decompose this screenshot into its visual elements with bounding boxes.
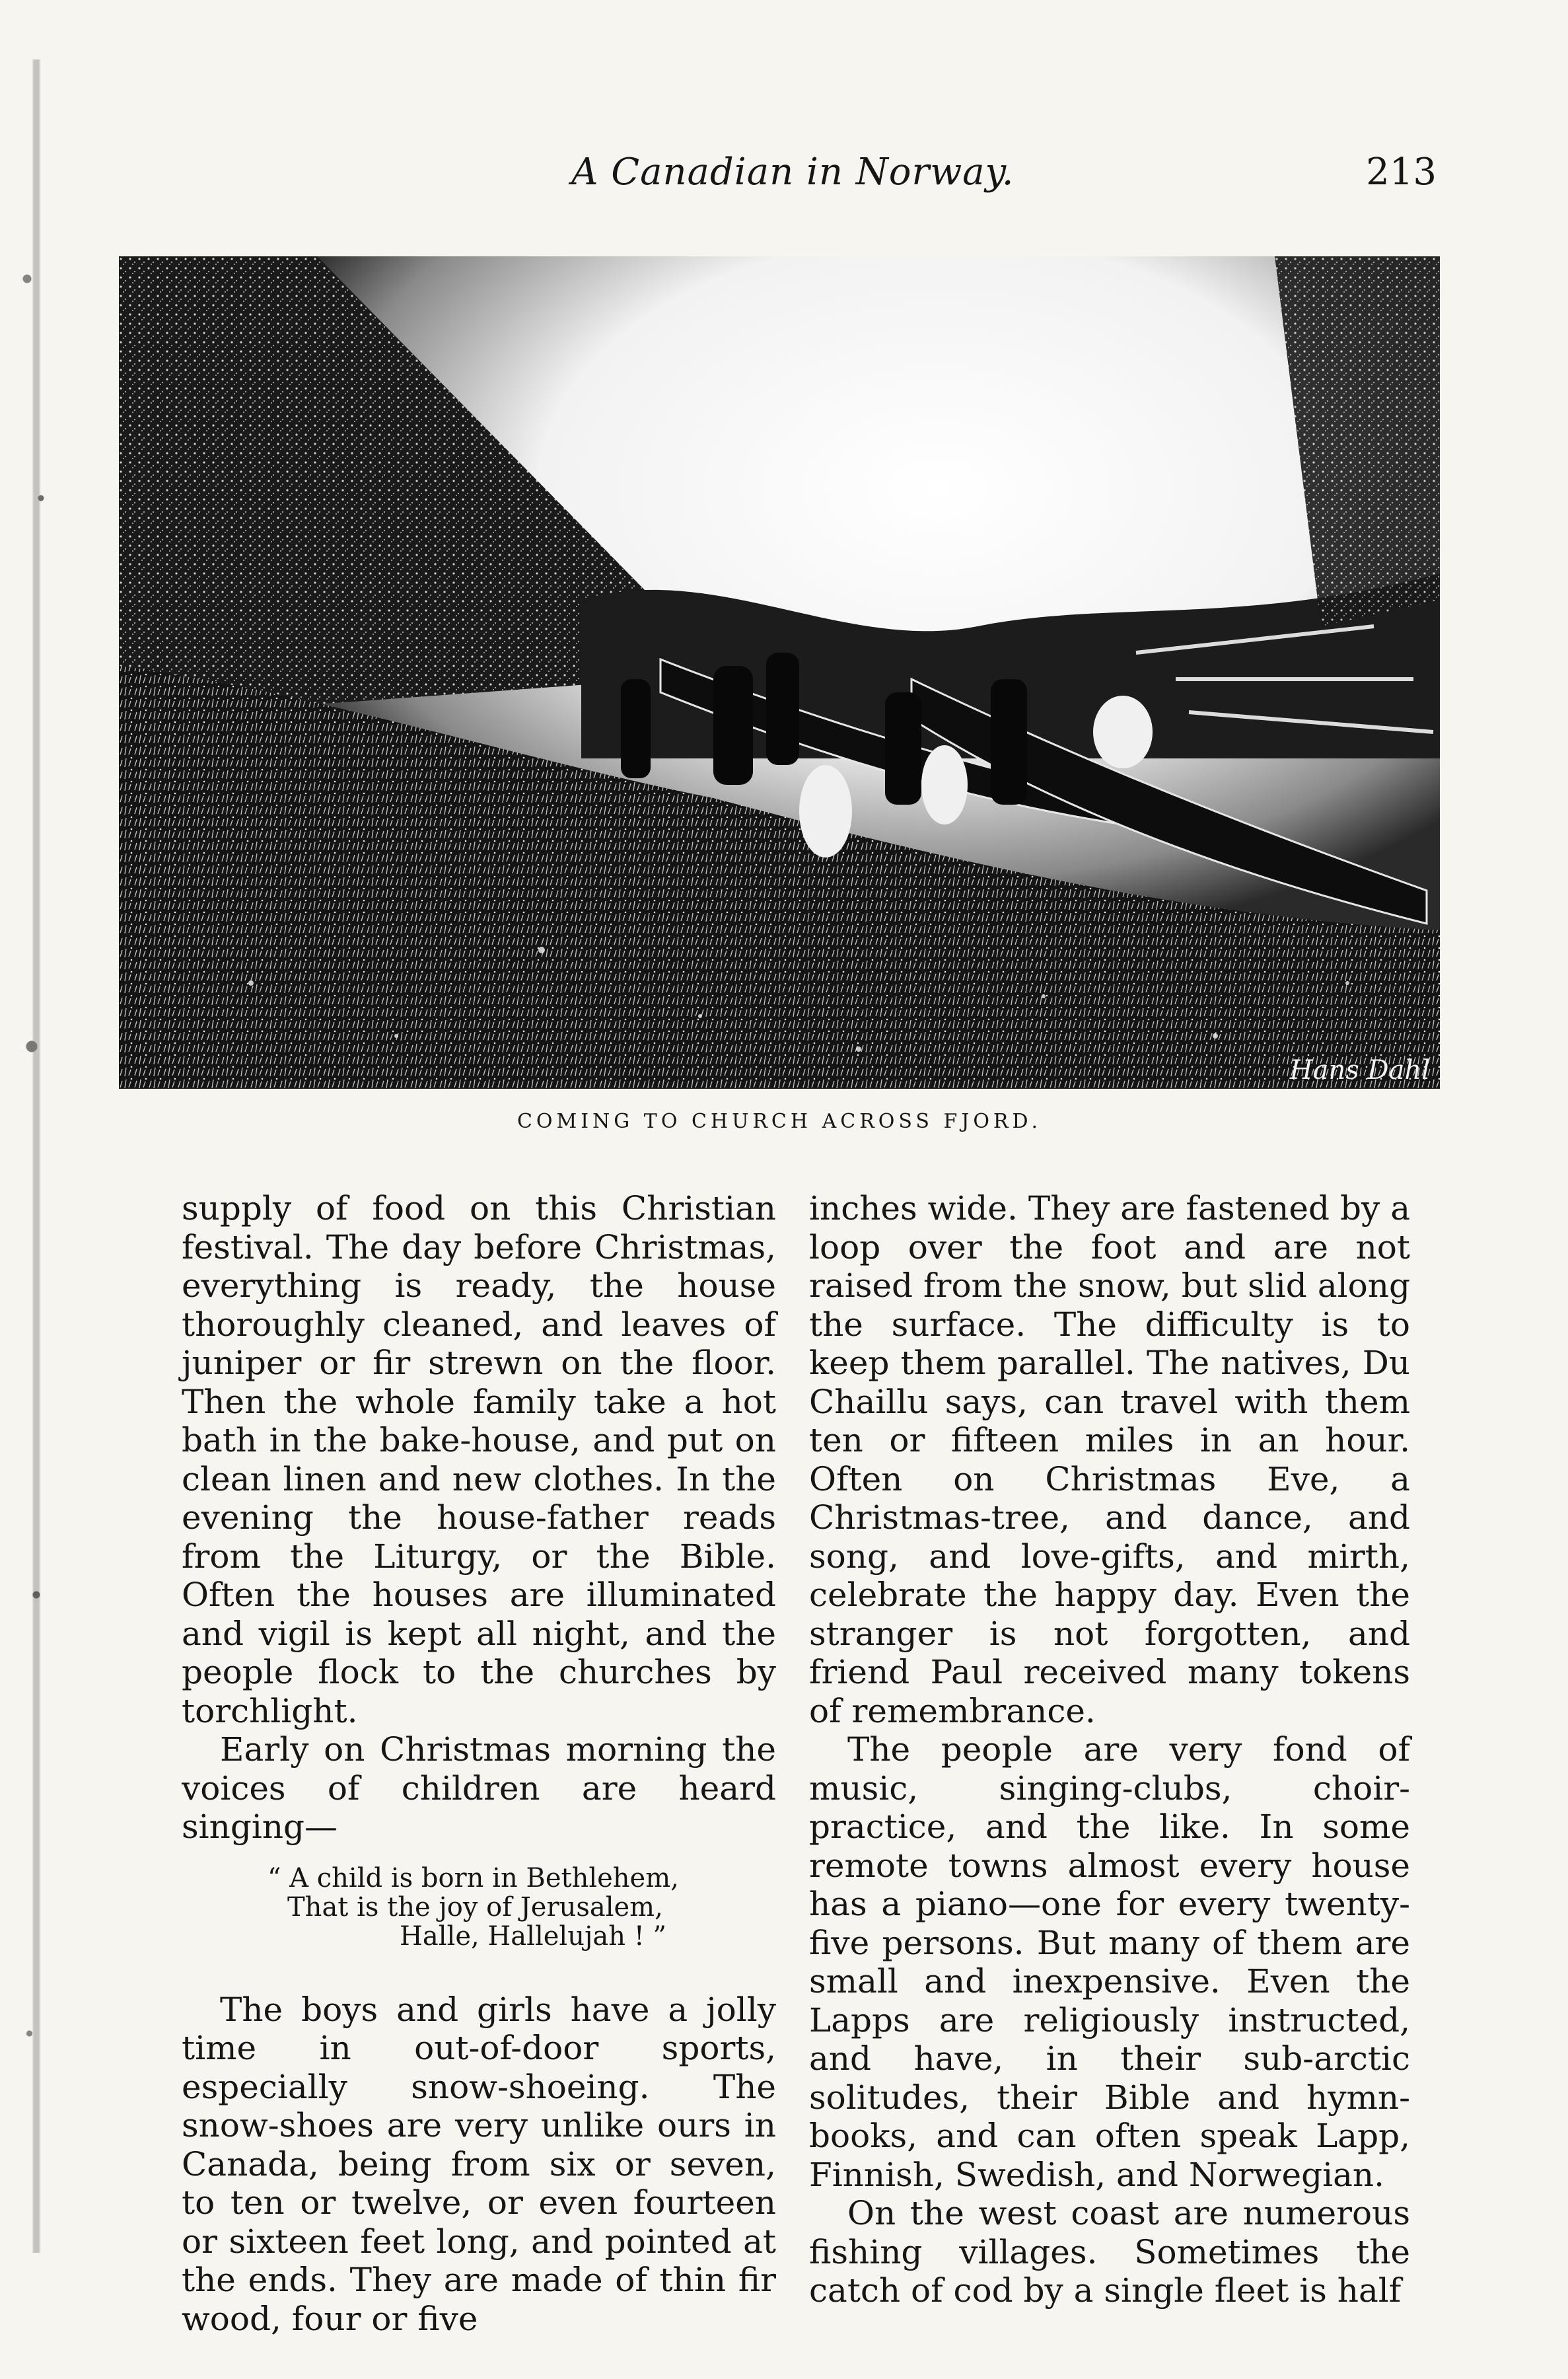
paragraph: On the west coast are numerous fishing villages. Sometimes the catch of cod by a single fleet is half [809, 2194, 1410, 2310]
verse-line: That is the joy of Jerusalem, [287, 1891, 663, 1922]
page-number: 213 [1366, 151, 1437, 194]
right-column [809, 1189, 1410, 2310]
paragraph: The people are very fond of music, singing-clubs, choir-practice, and the like. In some remote towns almost every house has a piano—one for every twenty-five persons. But many of them are small and inexpensive. Even the Lapps are religiously instructed, and have, in their sub-arctic solitudes, their Bible and hymn-books, and can often speak Lapp, Finnish, Swedish, and Norwegian. [809, 1730, 1410, 2194]
engraving-image [119, 256, 1440, 1089]
scan-edge-artifact [13, 59, 59, 2253]
verse-line: Halle, Hallelujah ! ” [400, 1921, 666, 1952]
paragraph: Early on Christmas morning the voices of children are heard singing— [182, 1730, 776, 1846]
paragraph: inches wide. They are fastened by a loop over the foot and are not raised from the snow, but slid along the surface. The difficulty is to keep them parallel. The natives, Du Chaillu says, can travel with them ten or fifteen miles in an hour. Often on Christmas Eve, a Christmas-tree, and dance, and song, and love-gifts, and mirth, celebrate the happy day. Even the stranger is not forgotten, and friend Paul received many tokens of remembrance. [809, 1189, 1410, 1730]
verse-quote [267, 1864, 776, 1951]
artist-signature: Hans Dahl [1289, 1055, 1430, 1085]
running-head [168, 151, 1437, 203]
illustration-church-fjord [119, 256, 1440, 1089]
page-title: A Canadian in Norway. [571, 151, 1015, 194]
paragraph: The boys and girls have a jolly time in out-of-door sports, especially snow-shoeing. The snow-shoes are very unlike ours in Canada, being from six or seven, to ten or twelve, or even fourteen or sixteen feet long, and pointed at the ends. They are made of thin fir wood, four or five [182, 1990, 776, 2338]
left-column [182, 1189, 776, 2338]
paragraph: supply of food on this Christian festival. The day before Christmas, everything is ready, the house thoroughly cleaned, and leaves of juniper or fir strewn on the floor. Then the whole family take a hot bath in the bake-house, and put on clean linen and new clothes. In the evening the house-father reads from the Liturgy, or the Bible. Often the houses are illuminated and vigil is kept all night, and the people flock to the churches by torchlight. [182, 1189, 776, 1730]
verse-line: “ A child is born in Bethlehem, [267, 1862, 679, 1893]
illustration-caption: COMING TO CHURCH ACROSS FJORD. [517, 1110, 1042, 1133]
